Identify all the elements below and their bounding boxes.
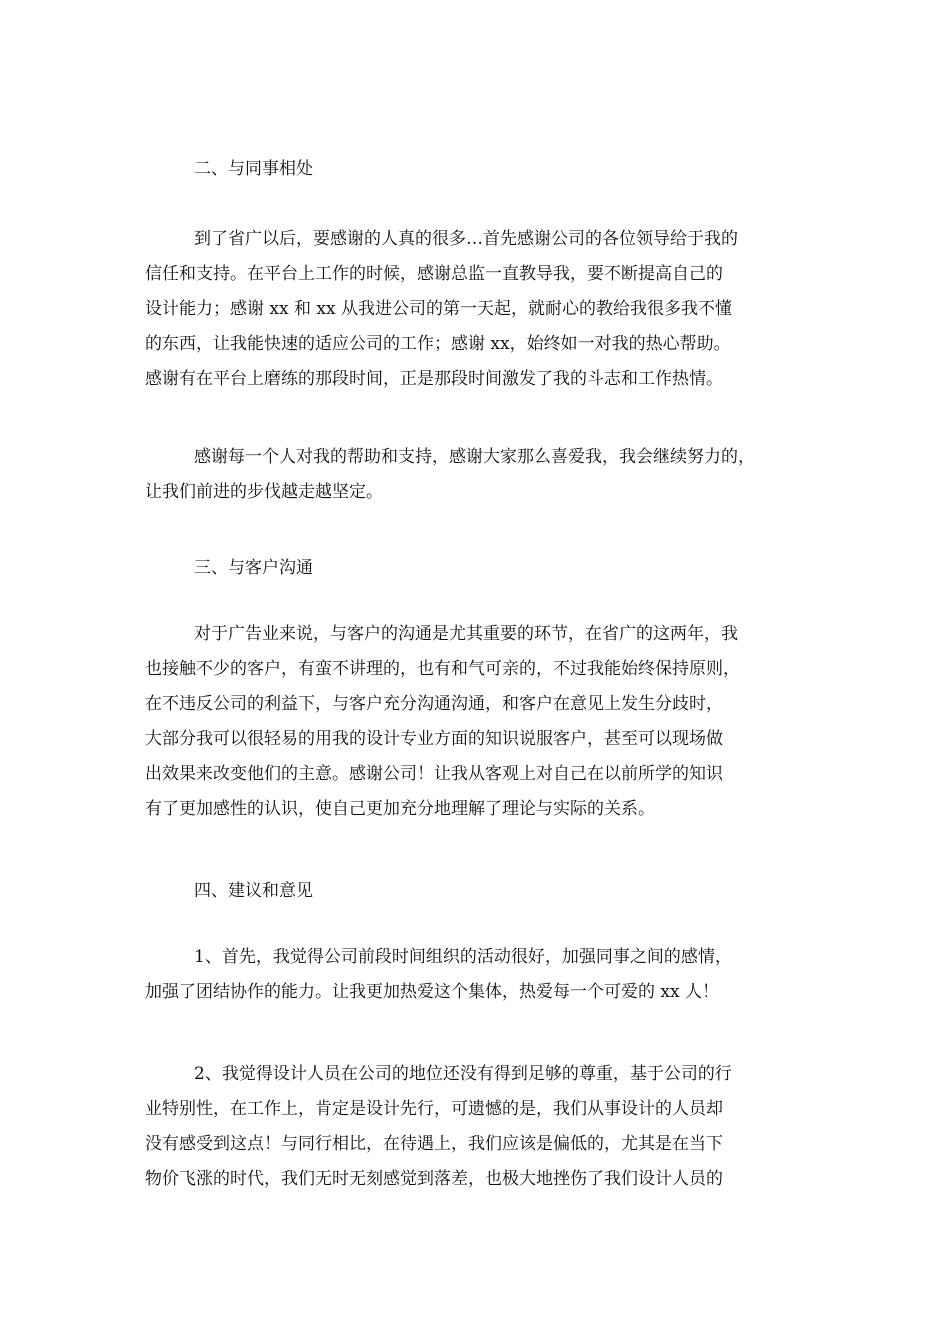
text-line: 到了省广以后，要感谢的人真的很多…首先感谢公司的各位领导给于我的 (194, 229, 738, 249)
text-line: 出效果来改变他们的主意。感谢公司！让我从客观上对自己在以前所学的知识 (145, 764, 723, 784)
text-line: 加强了团结协作的能力。让我更加热爱这个集体，热爱每一个可爱的 xx 人！ (145, 982, 719, 1002)
paragraph-thanks-leaders (145, 222, 815, 397)
text-line: 让我们前进的步伐越走越坚定。 (145, 482, 383, 502)
text-line: 业特别性，在工作上，肯定是设计先行，可遗憾的是，我们从事设计的人员却 (145, 1099, 723, 1119)
text-line: 信任和支持。在平台上工作的时候，感谢总监一直教导我，要不断提高自己的 (145, 264, 723, 284)
paragraph-suggestion-1 (145, 940, 815, 1010)
text-line: 对于广告业来说，与客户的沟通是尤其重要的环节，在省广的这两年，我 (194, 624, 738, 644)
text-line: 也接触不少的客户，有蛮不讲理的，也有和气可亲的，不过我能始终保持原则， (145, 659, 740, 679)
text-line: 1、首先，我觉得公司前段时间组织的活动很好，加强同事之间的感情， (194, 947, 732, 967)
paragraph-suggestion-2 (145, 1057, 815, 1197)
section-heading-colleagues: 二、与同事相处 (194, 159, 313, 179)
text-line: 的东西，让我能快速的适应公司的工作；感谢 xx，始终如一对我的热心帮助。 (145, 334, 731, 354)
text-line: 设计能力；感谢 xx 和 xx 从我进公司的第一天起，就耐心的教给我很多我不懂 (145, 299, 732, 319)
paragraph-thanks-everyone (145, 440, 815, 510)
text-line: 2、我觉得设计人员在公司的地位还没有得到足够的尊重，基于公司的行 (194, 1064, 732, 1084)
text-line: 没有感受到这点！与同行相比，在待遇上，我们应该是偏低的，尤其是在当下 (145, 1134, 723, 1154)
text-line: 大部分我可以很轻易的用我的设计专业方面的知识说服客户，甚至可以现场做 (145, 729, 723, 749)
text-line: 感谢有在平台上磨练的那段时间，正是那段时间激发了我的斗志和工作热情。 (145, 369, 723, 389)
section-heading-clients: 三、与客户沟通 (194, 558, 313, 578)
text-line: 有了更加感性的认识，使自己更加充分地理解了理论与实际的关系。 (145, 799, 655, 819)
text-line: 物价飞涨的时代，我们无时无刻感觉到落差，也极大地挫伤了我们设计人员的 (145, 1169, 723, 1189)
text-line: 在不违反公司的利益下，与客户充分沟通沟通，和客户在意见上发生分歧时， (145, 694, 723, 714)
section-heading-suggestions: 四、建议和意见 (194, 881, 313, 901)
text-line: 感谢每一个人对我的帮助和支持，感谢大家那么喜爱我，我会继续努力的， (194, 447, 755, 467)
paragraph-client-communication (145, 617, 815, 827)
